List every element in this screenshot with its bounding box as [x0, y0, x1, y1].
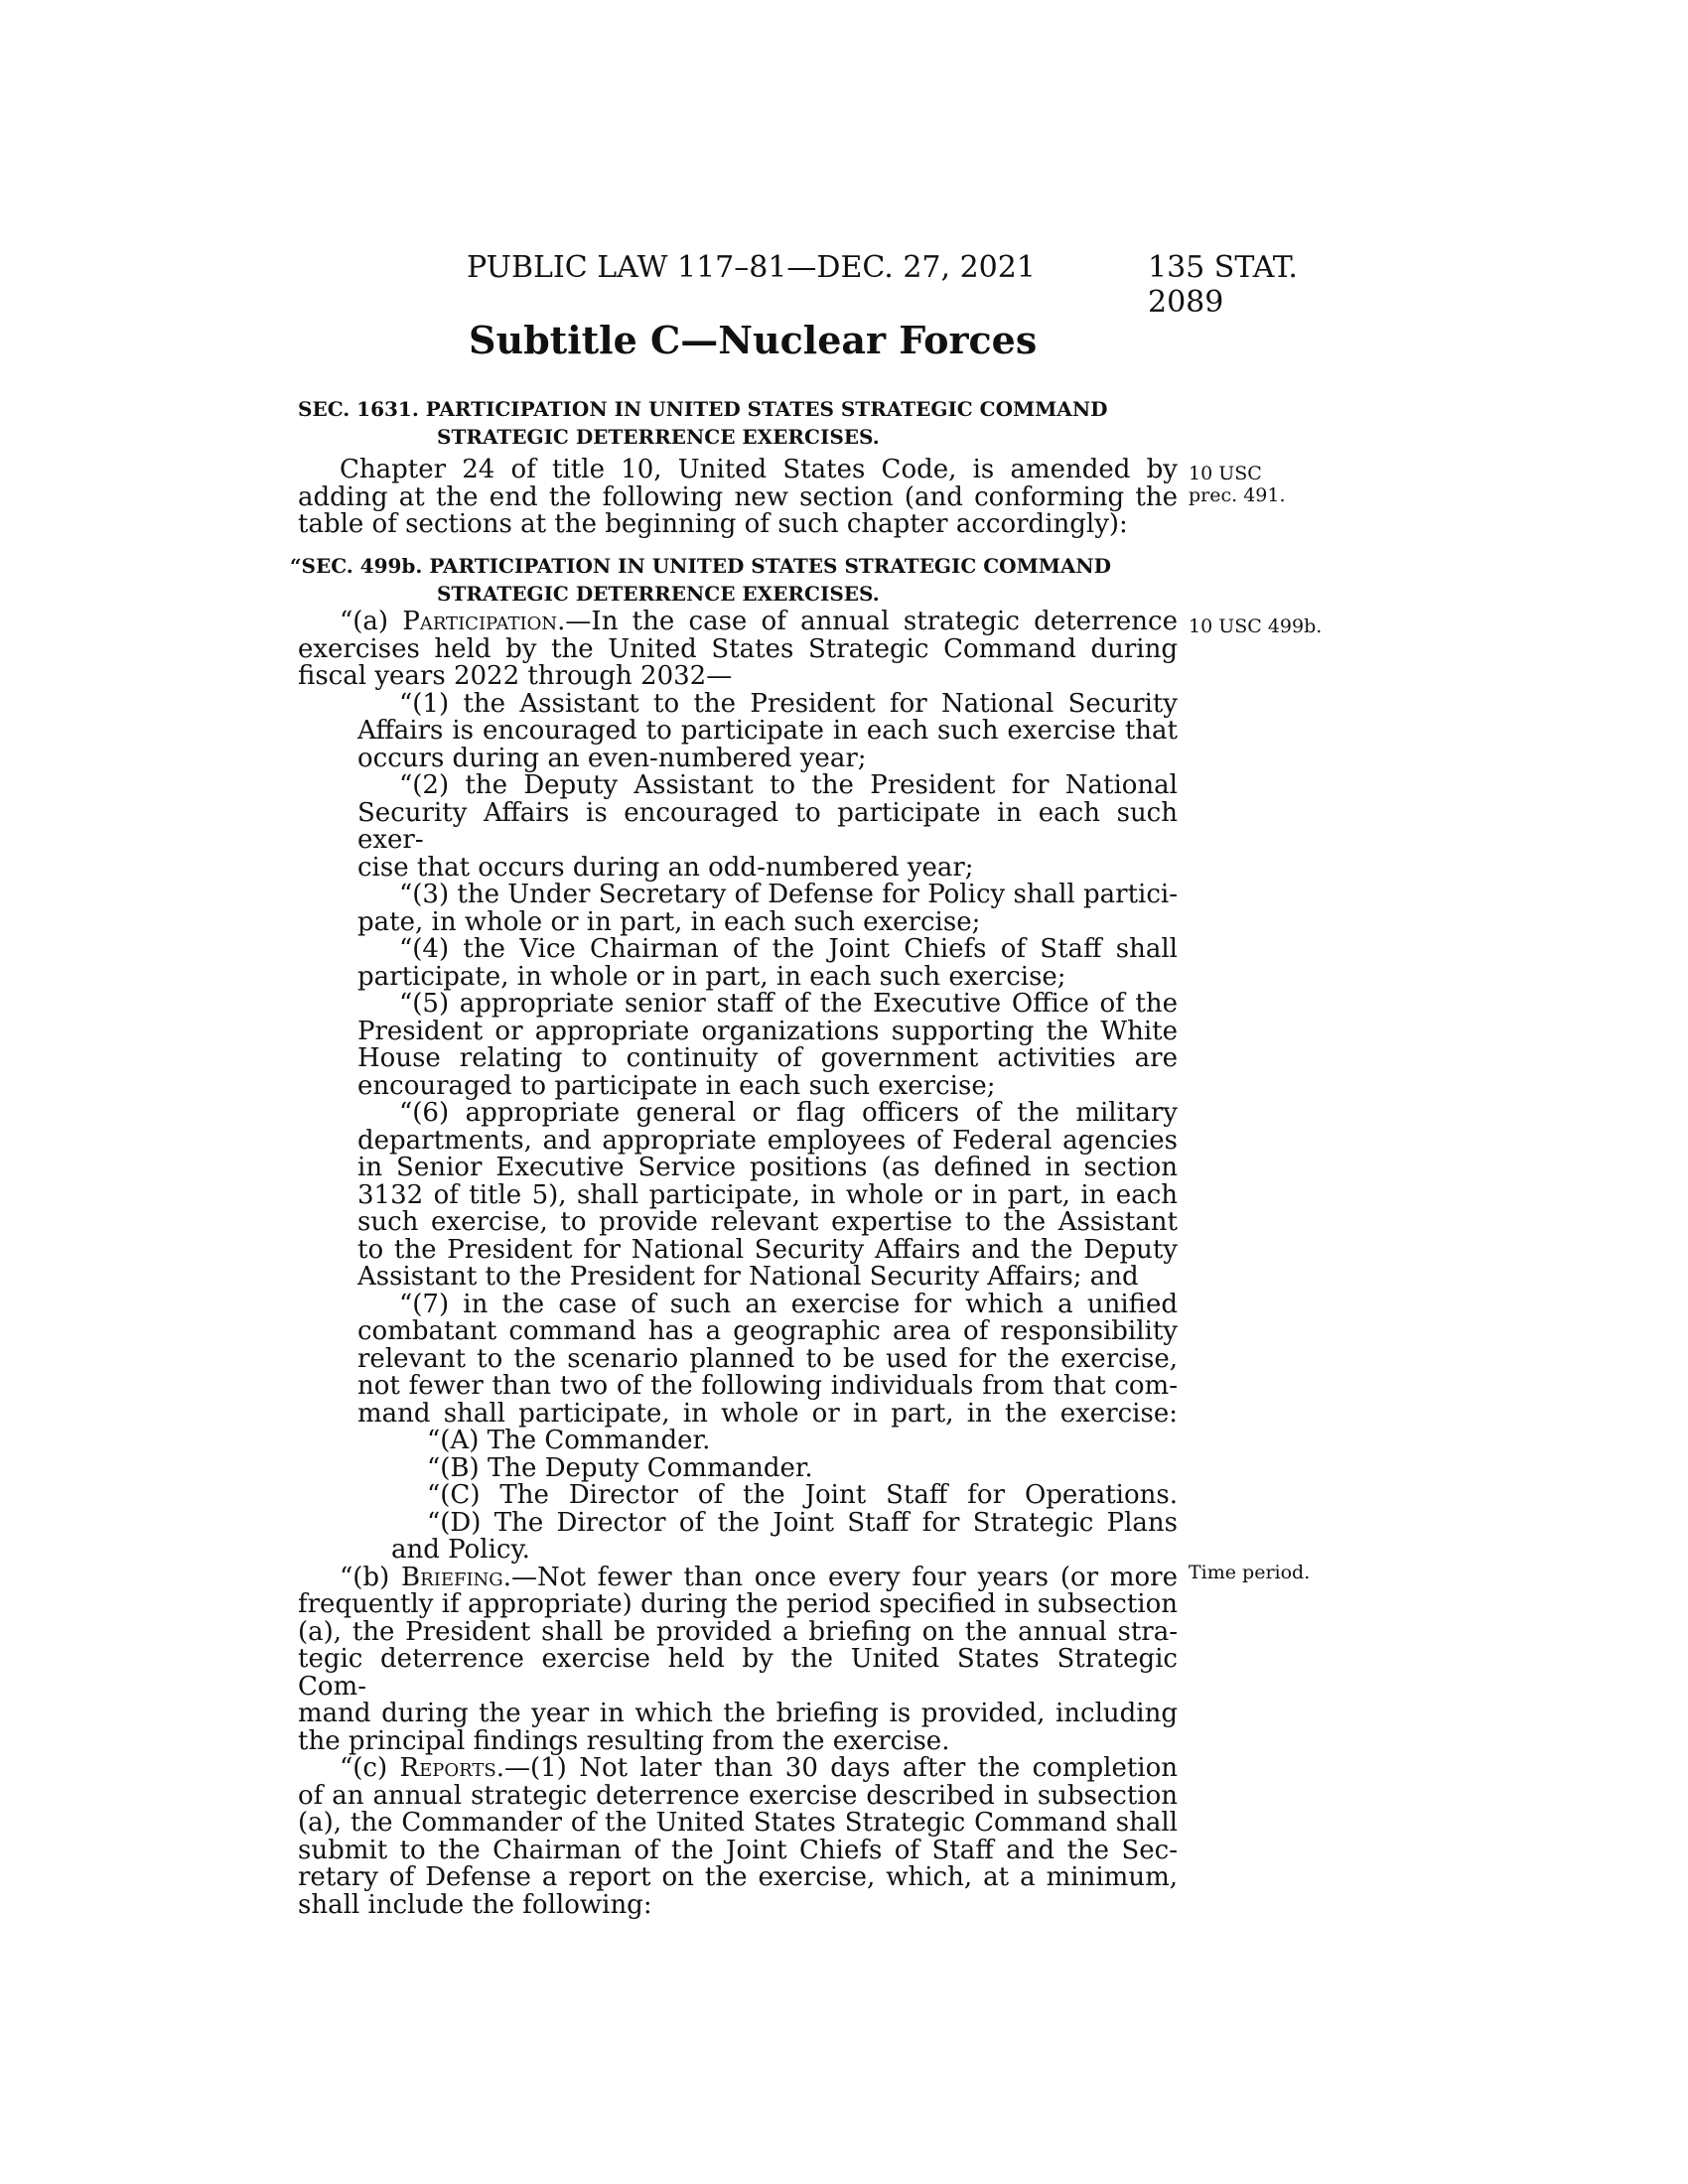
text-line: encouraged to participate in each such exercise; — [357, 1070, 996, 1101]
running-header — [467, 250, 1360, 320]
subparagraph-b — [298, 1452, 1178, 1483]
margin-note-line: 10 USC — [1189, 463, 1262, 484]
margin-note-line: prec. 491. — [1189, 484, 1286, 506]
subsection-label: Briefing — [401, 1562, 503, 1592]
text-line: retary of Defense a report on the exercise, which, at a minimum, — [298, 1862, 1178, 1892]
text-line: Assistant to the President for National Security Affairs; and — [357, 1262, 1139, 1292]
text-line: mand shall participate, in whole or in part, in the exercise: — [357, 1398, 1178, 1429]
paragraph-2 — [298, 772, 1178, 800]
subparagraph-a — [298, 1428, 1178, 1455]
paragraph-3 — [298, 882, 1178, 909]
statute-page-number: 135 STAT. 2089 — [1148, 250, 1298, 320]
text-line: President or appropriate organizations supporting the White — [357, 1016, 1178, 1046]
text-line: not fewer than two of the following individuals from that com- — [357, 1371, 1178, 1401]
text-line: “(C) The Director of the Joint Staff for Operations. — [427, 1480, 1178, 1510]
text-line: submit to the Chairman of the Joint Chiefs of Staff and the Sec- — [298, 1835, 1178, 1865]
text-line: 3132 of title 5), shall participate, in whole or in part, in each — [357, 1179, 1178, 1210]
subsection-b: “(b) Briefing.—Not fewer than once every four years (or more — [340, 1562, 1178, 1592]
text-line: Affairs is encouraged to participate in each such exercise that — [357, 716, 1178, 746]
text-line: tegic deterrence exercise held by the United States Strategic Com- — [298, 1644, 1178, 1702]
text-line: of an annual strategic deterrence exercise described in subsection — [298, 1780, 1178, 1811]
section-heading-line: STRATEGIC DETERRENCE EXERCISES. — [437, 582, 880, 606]
subsection-a: “(a) Participation.—In the case of annual strategic deterrence — [340, 607, 1178, 636]
text-line: “(A) The Commander. — [427, 1426, 711, 1455]
section-heading-line: SEC. 1631. PARTICIPATION IN UNITED STATES STRATEGIC COMMAND — [298, 397, 1108, 421]
text-line: “(2) the Deputy Assistant to the President for National — [399, 770, 1178, 800]
text-line: relevant to the scenario planned to be used for the exercise, — [357, 1343, 1178, 1374]
text-line: Security Affairs is encouraged to participate in each such exer- — [357, 797, 1178, 855]
text-line: shall include the following: — [298, 1889, 652, 1920]
text-line: fiscal years 2022 through 2032— — [298, 661, 733, 691]
section-1631-heading — [298, 395, 1192, 451]
intro-paragraph — [298, 457, 1178, 539]
paragraph-1 — [298, 688, 1178, 719]
text-line: exercises held by the United States Strategic Command during — [298, 633, 1178, 664]
subtitle-heading: Subtitle C—Nuclear Forces — [469, 318, 1038, 362]
text-line: table of sections at the beginning of such chapter accordingly): — [298, 509, 1128, 539]
text-line: adding at the end the following new section (and conforming the — [298, 481, 1178, 512]
text-line: House relating to continuity of government activities are — [357, 1043, 1178, 1073]
text-line: combatant command has a geographic area of responsibility — [357, 1316, 1178, 1346]
margin-note-time-period: Time period. — [1189, 1562, 1311, 1583]
text-line: and Policy. — [391, 1535, 530, 1565]
margin-note-usc-prec — [1189, 463, 1387, 506]
paragraph-6 — [298, 1100, 1178, 1128]
text-line: (a), the Commander of the United States Strategic Command shall — [298, 1808, 1178, 1838]
subparagraph-c — [298, 1482, 1178, 1510]
text-line: (a), the President shall be provided a briefing on the annual stra- — [298, 1616, 1178, 1647]
text-line: Chapter 24 of title 10, United States Code, is amended by — [340, 455, 1178, 484]
text-line: frequently if appropriate) during the period specified in subsection — [298, 1589, 1178, 1619]
text-line: pate, in whole or in part, in each such exercise; — [357, 906, 981, 937]
text-line: such exercise, to provide relevant expertise to the Assistant — [357, 1207, 1178, 1237]
public-law-citation: PUBLIC LAW 117–81—DEC. 27, 2021 — [467, 250, 1036, 285]
text-line: “(B) The Deputy Commander. — [427, 1452, 813, 1483]
text-line: mand during the year in which the briefing is provided, including — [298, 1699, 1178, 1728]
text-line: “(7) in the case of such an exercise for which a unified — [399, 1289, 1178, 1319]
text-line: to the President for National Security Affairs and the Deputy — [357, 1234, 1178, 1265]
paragraph-4 — [298, 936, 1178, 964]
text-line: in Senior Executive Service positions (as defined in section — [357, 1153, 1178, 1182]
text-line: “(4) the Vice Chairman of the Joint Chiefs of Staff shall — [399, 934, 1178, 964]
text-line: the principal findings resulting from the exercise. — [298, 1725, 950, 1756]
section-heading-line: “SEC. 499b. PARTICIPATION IN UNITED STATES STRATEGIC COMMAND — [290, 554, 1112, 578]
paragraph-5 — [298, 991, 1178, 1019]
text-line: participate, in whole or in part, in each such exercise; — [357, 961, 1066, 992]
text-line: “(5) appropriate senior staff of the Executive Office of the — [399, 989, 1178, 1019]
text-line: occurs during an even-numbered year; — [357, 743, 867, 773]
paragraph-7 — [298, 1289, 1178, 1319]
text-line: “(1) the Assistant to the President for National Security — [399, 688, 1178, 719]
section-499b-body — [298, 609, 1178, 1919]
subparagraph-d — [298, 1507, 1178, 1538]
subsection-label: Reports — [399, 1753, 496, 1783]
text-line: “(3) the Under Secretary of Defense for Policy shall partici- — [399, 880, 1178, 909]
subsection-label: Participation — [402, 607, 558, 636]
text-line: “(6) appropriate general or flag officers of the military — [399, 1098, 1178, 1128]
text-line: cise that occurs during an odd-numbered year; — [357, 852, 974, 883]
subsection-c: “(c) Reports.—(1) Not later than 30 days after the completion — [340, 1753, 1179, 1783]
margin-note-usc-499b: 10 USC 499b. — [1189, 615, 1323, 637]
text-line: departments, and appropriate employees of Federal agencies — [357, 1125, 1178, 1156]
section-heading-line: STRATEGIC DETERRENCE EXERCISES. — [437, 425, 880, 449]
section-499b-heading — [290, 552, 1192, 608]
text-line: “(D) The Director of the Joint Staff for Strategic Plans — [427, 1507, 1178, 1538]
